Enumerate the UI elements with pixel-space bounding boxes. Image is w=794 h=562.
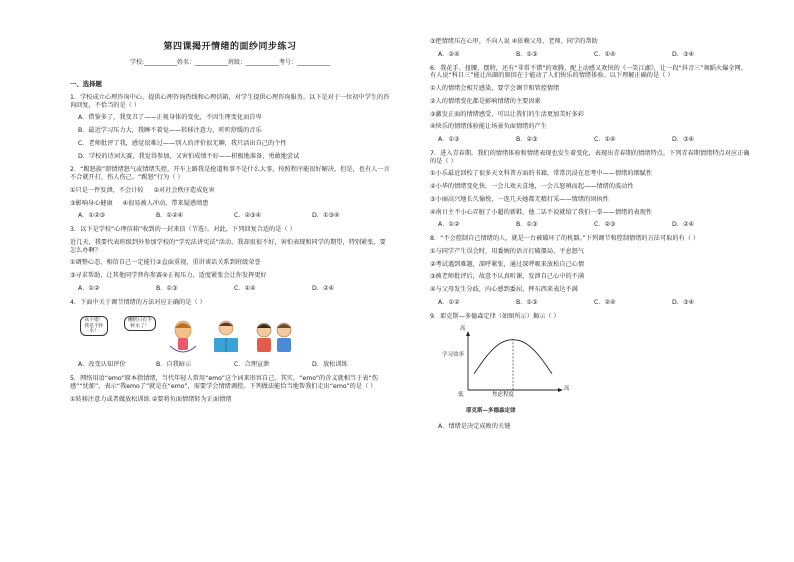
y-axis-label: 学习效率 <box>442 352 465 359</box>
question-stem: 4．下面中关于调节情绪的方法对应正确的是（ ） <box>70 298 206 306</box>
options-row <box>430 51 750 59</box>
option-b: B．①③ <box>516 221 538 229</box>
question-stem: 6．我花手、扭腰、摆胯，还有“非常不错”的欢腾，配上动感又欢快的《一笑江湖》，让一段“抖音三”舞蹈火爆全网。有人说“科目三”能让出圈的原因在于能动了人们快乐的情绪体验。以下理解正确的是（ ） <box>430 64 747 80</box>
statement: ②人的情绪变化都是影响情绪的主要因素 <box>430 97 541 105</box>
statement: ④很易被人冲动，带来疑惑绩患 <box>122 199 209 207</box>
question-stem: 1．学校成立心理咨询中心，提供心理咨询热线和心理信箱，对学生提供心理咨询服务。以下是对于一位初中学生的咨询回复，不恰当的是（ ） <box>70 93 390 109</box>
option-c: C．老师批评了我，感觉很难过——别人的评价很无聊，我只活出自己的个性 <box>78 139 287 147</box>
option-b: B．①③ <box>156 284 178 292</box>
option-d: D．学校的诗词大赛，我觉得参加，又害怕成绩不好——积极地准备，勇敢地尝试 <box>78 152 300 160</box>
statement: ④南日主不小心弄脏了小超的新鞋，他二话不说就给了我们一拳——情绪的表现性 <box>430 208 653 216</box>
statement: ③小丽高兴地长久愉悦，一连几天她都无精打采——情绪的固执性 <box>430 195 609 203</box>
statement: ①与同学产生误会时，用委婉的语言打破僵局，平息怒气 <box>430 247 585 255</box>
speech-bubble: 糟糕只有半杯水了！ <box>124 316 156 331</box>
option-d: D．③④ <box>672 298 695 306</box>
x-axis-label: 焦虑程度 <box>492 392 515 399</box>
statement-row: ③寻求帮助，让其他同学替你参赛④正视压力，适度紧张会让你发挥更好 <box>70 272 267 279</box>
options-row <box>430 299 750 307</box>
statement: ①只是一件发泄，不会计较 <box>70 186 144 194</box>
option-c: C．合理宣泄 <box>234 361 270 369</box>
jump-rope-girl-icon <box>166 316 200 356</box>
option-d: D．①③④ <box>312 212 340 220</box>
question-9 <box>430 313 750 431</box>
question-7 <box>430 150 750 229</box>
option-c: C．①④ <box>234 284 256 292</box>
question-stem: 7．进入青春期，我们的情绪体验和情绪表现也发生着变化，表现出青春期的情绪特点。下列青春期情绪特点对应正确的是（ ） <box>430 149 750 165</box>
question-stem: 5．网络用语“emo”原本指情绪，当代年轻人常用“emo”这个词来形容自己。其实，“emo”的含义就相当于表“伤感”“忧郁”，表示“我emo了”就是在“emo”，需要学会情绪调控。下列做法能恰当地帮我们走出“emo”的是（ ） <box>70 375 378 390</box>
option-b: B．①③ <box>516 50 538 58</box>
option-b: B．自我暗示 <box>156 361 192 369</box>
option-a: A．改变认知评价 <box>78 361 126 369</box>
option-b: B．最近学习压力大，我睡不着觉——转移注意力，听听舒缓的音乐 <box>78 127 262 134</box>
option-b: B．②③ <box>516 136 538 143</box>
left-column <box>70 0 390 403</box>
option-d: D．②④ <box>312 284 335 292</box>
option-c: C．②③④ <box>234 212 262 220</box>
statement: ③影响身心健康 <box>70 199 113 207</box>
question-8 <box>430 235 750 307</box>
option-a: A．①② <box>438 298 460 306</box>
option-a: A．借鉴多了，我变丑了——正视身体的变化，不因生理变化而自卑 <box>78 114 262 122</box>
chart-title: 耶克斯—多德森定律 <box>466 408 516 415</box>
statement-row <box>70 187 390 195</box>
options-row <box>70 212 390 220</box>
option-a: A．①③ <box>438 136 460 143</box>
x-axis-high-label: 高 <box>564 386 570 393</box>
question-2 <box>70 166 390 220</box>
statement: ③被老师批评后，故意不认真听课，发泄自己心中的不满 <box>430 273 585 281</box>
chatting-kids-icon <box>252 316 296 356</box>
speech-bubble: 真不错！我是不怀水！ <box>80 316 108 336</box>
option-c: C．②④ <box>594 298 616 306</box>
statement: ④快乐的情绪体验能让场景负面情绪的产生 <box>430 123 547 131</box>
option-b: B．①③ <box>516 298 538 306</box>
option-c: C．①④ <box>594 50 616 58</box>
options-row <box>70 361 390 369</box>
option-b: B．①②④ <box>156 212 184 220</box>
page-title: 第四课揭开情绪的面纱同步练习 <box>163 42 297 52</box>
yerkes-dodson-chart <box>440 326 580 404</box>
options-row <box>70 285 390 293</box>
reading-boy-icon <box>208 316 244 356</box>
statement-row: ①转移注意力或者做放松训练 ②要将负面情绪转为正面情绪 <box>70 395 232 403</box>
illustrations-row <box>70 314 390 356</box>
statement: ②对社会秩序造成危害 <box>153 186 215 194</box>
option-d: D．③④ <box>672 136 695 143</box>
question-stem: 2．“踢怒族”即情绪怒气或情绪失控，开车上路我是抢道和事不是什么大事，按照程序能很好解决，但是，也有人一言不合就开打，伤人伤己。“踢怒”行为（ ） <box>70 166 390 181</box>
option-a: A．①② <box>78 284 100 292</box>
option-a: A．①② <box>438 221 460 229</box>
option-d: D．③④ <box>672 50 695 58</box>
statement: ①人的情绪会相互感染，要学会调节和管控情绪 <box>430 85 560 92</box>
options-row <box>430 136 750 144</box>
question-stem: 3．以下是学校“心理信箱”收到的一封来信（节选）。对此，下列回复合适的是（ ） <box>70 226 296 233</box>
question-stem: 8．“不会控制自己情绪的人，就是一台被破坏了的机器。”下列调节和控制情绪的方法可取的有（ ） <box>430 235 700 242</box>
statement-row <box>70 200 390 208</box>
option-a: A．情绪是决定成败的关键 <box>438 423 511 431</box>
statement: ②考试遇到难题，深呼紧张，通过深呼吸来放松自己心情 <box>430 260 585 268</box>
two-men-cartoon <box>80 316 158 356</box>
option-d: D．放松训练 <box>312 361 348 369</box>
letter-excerpt: 近几天，我要代表班级到外参加学校的“学宪法讲宪法”活动，我却很很不好，害怕表现和同学的期望，特别紧张，要怎么办啊？ <box>70 238 386 254</box>
question-1 <box>70 94 390 161</box>
option-d: D．②④ <box>672 221 695 229</box>
x-axis-arrow <box>558 388 563 392</box>
option-a: A．①②③ <box>78 212 106 220</box>
statement: ③激发正面的情绪感受，可以让我们的生活更加美好多彩 <box>430 110 585 118</box>
question-4 <box>70 299 390 370</box>
statement-row: ③把情绪压在心里，不向人说 ④依赖父母、老师、同学的帮助 <box>430 38 598 45</box>
question-3 <box>70 226 390 293</box>
student-info-line: 学校:___________姓名：___________班级：___________考号：___________ <box>129 59 331 67</box>
options-row <box>430 221 750 229</box>
y-axis-arrow <box>466 331 470 336</box>
question-5 <box>70 375 390 403</box>
statement: ①小乐最近回校了很多天文科普方面的书籍，常常沉浸在思考中——情绪的细腻性 <box>430 170 653 178</box>
x-axis-low-label: 低 <box>458 392 464 399</box>
option-a: A．②④ <box>438 50 460 58</box>
statement: ②小华的情绪变化快，一会儿欢天喜地，一会儿怒嗔而起——情绪的波动性 <box>430 183 634 190</box>
y-axis-high-label: 高 <box>460 326 466 333</box>
right-column <box>430 38 750 431</box>
statement-row: ①调整心态，相信自己一定能行②直面重视，重讲谈话关系到班级荣誉 <box>70 259 261 267</box>
option-c: C．①④ <box>594 136 616 143</box>
question-5-continued <box>430 38 750 59</box>
question-6 <box>430 65 750 144</box>
section-heading: 一、选择题 <box>70 79 102 88</box>
option-c: C．②③ <box>594 221 616 229</box>
question-stem: 9．耶克斯—多德森定律（如图所示）揭示（ ） <box>430 312 560 320</box>
statement: ④与父母发生分歧，内心感到委屈，摔东西来表达不满 <box>430 286 578 293</box>
